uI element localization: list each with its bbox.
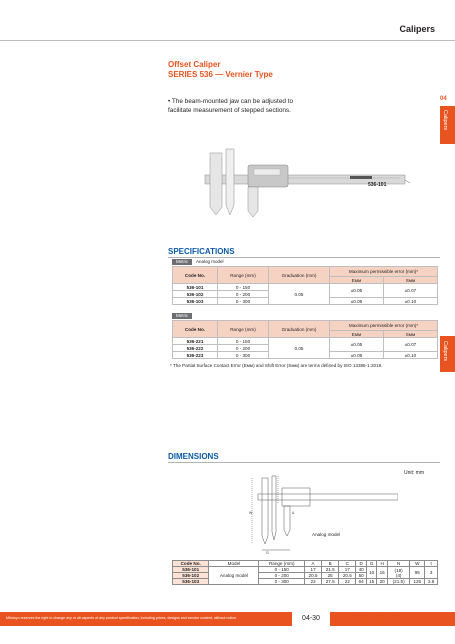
side-tab-label: Calipers [442, 341, 448, 362]
cell-a: 17 [305, 567, 322, 573]
col-header: D [356, 561, 367, 567]
cell-code: 536-223 [173, 352, 218, 359]
cell-graduation: 0.05 [269, 284, 330, 305]
cell-h: 16 [377, 567, 388, 579]
cell-range: 0 - 200 [259, 573, 305, 579]
cell-mpe: ±0.08 [330, 352, 384, 359]
col-header: W [410, 561, 425, 567]
cell-t: 3 [425, 567, 438, 579]
col-header: B [322, 561, 339, 567]
col-header-emm: Eмм [330, 331, 384, 338]
metric-tag: Metric [172, 313, 192, 319]
cell-w: 125 [410, 579, 425, 585]
cell-d: 50 [356, 573, 367, 579]
cell-n: (21.5) [387, 579, 409, 585]
metric-tag: Metric [172, 259, 192, 265]
cell-code: 536-103 [173, 579, 209, 585]
cell-c: 17 [339, 567, 356, 573]
col-header: t [425, 561, 438, 567]
cell-g: 10 [366, 567, 377, 579]
cell-a: 22 [305, 579, 322, 585]
page-number: 04-30 [292, 612, 330, 626]
side-tab-calipers[interactable] [440, 106, 455, 144]
cell-code: 536-101 [173, 284, 218, 291]
cell-range: 0 - 200 [218, 345, 269, 352]
dimensions-heading: DIMENSIONS [168, 452, 219, 461]
cell-code: 536-102 [173, 291, 218, 298]
cell-range: 0 - 150 [259, 567, 305, 573]
cell-d: 64 [356, 579, 367, 585]
cell-d: 40 [356, 567, 367, 573]
dimension-drawing [248, 474, 398, 558]
col-header: A [305, 561, 322, 567]
col-header-range: Range (mm) [218, 267, 269, 284]
tag-note: Analog model [196, 259, 224, 264]
product-feature-bullet: • The beam-mounted jaw can be adjusted to facilitate measurement of stepped sections. [168, 98, 294, 114]
col-header-mpe: Maximum permissible error (mm)* [330, 267, 438, 277]
col-header-smm: Sмм [383, 331, 437, 338]
spec-table-1 [172, 266, 438, 305]
side-chapter-number: 04 [440, 96, 447, 102]
cell-code: 536-101 [173, 567, 209, 573]
col-header: H [377, 561, 388, 567]
header-title: Calipers [399, 24, 435, 34]
cell-a: 20.5 [305, 573, 322, 579]
side-tab-label: Calipers [442, 110, 448, 131]
cell-c: 22 [339, 579, 356, 585]
cell-code: 536-103 [173, 298, 218, 305]
brand-logo: Mitutoyo [348, 610, 403, 625]
col-header-code: Code No. [173, 321, 218, 338]
col-header-code: Code No. [173, 267, 218, 284]
col-header-graduation: Graduation (mm) [269, 321, 330, 338]
drawing-caption: Analog model [312, 532, 341, 537]
svg-text:A: A [292, 511, 295, 515]
spec-table-2 [172, 320, 438, 359]
svg-text:W: W [249, 511, 253, 515]
specifications-heading: SPECIFICATIONS [168, 247, 235, 256]
spec-footnote: * The Partial Surface Contact Error (Eмм) and Shift Error (Sмм) are terms defined by ISO 13385-1:2019. [170, 363, 383, 368]
cell-mpe: ±0.05 [330, 284, 384, 298]
cell-code: 536-102 [173, 573, 209, 579]
cell-b: 27.5 [322, 579, 339, 585]
col-header: Model [209, 561, 259, 567]
unit-label: Unit: mm [404, 470, 424, 476]
cell-mpe: ±0.07 [383, 338, 437, 352]
cell-range: 0 - 200 [218, 291, 269, 298]
cell-graduation: 0.05 [269, 338, 330, 359]
cell-mpe: ±0.08 [330, 298, 384, 305]
cell-range: 0 - 300 [259, 579, 305, 585]
col-header: Code No. [173, 561, 209, 567]
header-divider [0, 40, 455, 41]
col-header-emm: Eмм [330, 277, 384, 284]
cell-c: 20.5 [339, 573, 356, 579]
col-header: N [387, 561, 409, 567]
col-header: C [339, 561, 356, 567]
cell-b: 21.5 [322, 567, 339, 573]
cell-range: 0 - 150 [218, 338, 269, 345]
cell-b: 25 [322, 573, 339, 579]
cell-range: 0 - 300 [218, 298, 269, 305]
col-header: G [366, 561, 377, 567]
cell-h: 20 [377, 579, 388, 585]
section-divider [168, 257, 440, 258]
cell-mpe: ±0.05 [330, 338, 384, 352]
col-header-smm: Sмм [383, 277, 437, 284]
cell-model: Analog model [209, 567, 259, 585]
side-tab-calipers-lower[interactable] [440, 336, 455, 372]
col-header-graduation: Graduation (mm) [269, 267, 330, 284]
cell-range: 0 - 300 [218, 352, 269, 359]
section-divider [168, 462, 440, 463]
figure-caption: 536-101 [368, 182, 387, 188]
cell-code: 536-222 [173, 345, 218, 352]
product-title-line1: Offset Caliper [168, 60, 221, 69]
product-title [168, 60, 273, 80]
dimensions-table [172, 560, 438, 585]
cell-mpe: ±0.10 [383, 352, 437, 359]
col-header: Range (mm) [259, 561, 305, 567]
svg-text:G: G [266, 551, 269, 555]
col-header-mpe: Maximum permissible error (mm)* [330, 321, 438, 331]
cell-g: 15 [366, 579, 377, 585]
cell-w: 95 [410, 567, 425, 579]
footer-disclaimer: Mitutoyo reserves the right to change any or all aspects of any product specification, including prices, designs and service content, without notice. [6, 616, 237, 620]
cell-n: (18) (4) [387, 567, 409, 579]
cell-code: 536-221 [173, 338, 218, 345]
cell-mpe: ±0.10 [383, 298, 437, 305]
col-header-range: Range (mm) [218, 321, 269, 338]
cell-range: 0 - 150 [218, 284, 269, 291]
cell-mpe: ±0.07 [383, 284, 437, 298]
cell-t: 3.8 [425, 579, 438, 585]
product-title-line2: SERIES 536 — Vernier Type [168, 70, 273, 79]
